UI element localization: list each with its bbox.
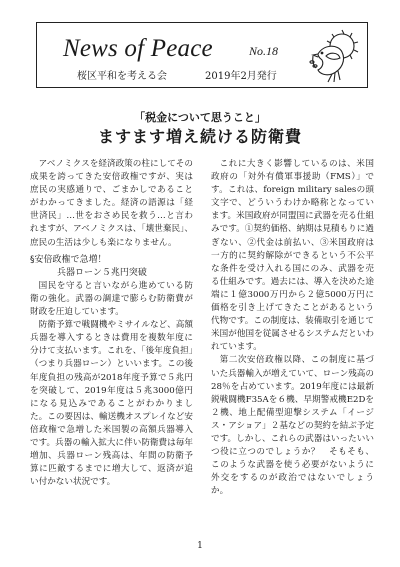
body-paragraph: 防衛予算で戦闘機やミサイルなど、高額兵器を導入するときは費用を複数年度に分けて支払います。これを、「後年度負担」（つまり兵器ローン）といいます。この後年度負担の残高が2018年度予算で５兆円を突破して、2019年度は５兆3000億円になる見込みであることがわかりました。この要因は、輸送機オスプレイなど安倍政権で急増した米国製の高額兵器導入です。兵器の輸入拡大に伴い防衛費は毎年増加、兵器ローン残高は、年間の防衛予算に匹敵するまでに増大して、返済が追い付かない状況です。 (30, 320, 193, 488)
body-paragraph: これに大きく影響しているのは、米国政府の「対外有償軍事援助（FMS）」です。これは、foreign military salesの頭文字で、どういうわけか略称となっています。米国政府が同盟国に武器を売る仕組みです。①契約価格、納期は見積もりに過ぎない、②代金は前払い、③米国政府は一方的に契約解除ができるという不公平な条件を受け入れる国にのみ、武器を売る仕組みです。過去には、導入を決めた途端に１億3000万円から２億5000万円に価格を引き上げてきたことがあるという代物です。この制度は、装備取引を通じて米国が他国を従属させるシステムだといわれています。 (211, 159, 374, 353)
organization-name: 桜区平和を考える会 (77, 71, 167, 82)
body-paragraph: 国民を守ると言いながら進めている防衛の強化。武器の調達で膨らむ防衛費が財政を圧迫しています。 (30, 280, 193, 318)
article-subtitle: 「税金について思うこと」 (134, 111, 266, 124)
section-heading: §安倍政権で急増！ (30, 254, 107, 265)
body-paragraph: 第二次安倍政権以降、この制度に基づいた兵器輸入が増えていて、ローン残高の28％を占めています。2019年度には最新鋭戦闘機F35Aを６機、早期警戒機E2Dを２機、地上配備型迎撃システム「イージス・アショア」２基などの契約を結ぶ予定です。しかし、これらの武器はいったいいつ役に立つのでしょうか？ そもそも、このような武器を使う必要がないように外交をするのが政治ではないでしょうか。 (211, 355, 374, 497)
article-headline: ますます増え続ける防衛費 (97, 127, 302, 146)
issue-number: No.18 (249, 44, 279, 58)
right-column (211, 158, 374, 498)
newsletter-title: News of Peace (63, 35, 213, 62)
page-number: 1 (197, 541, 203, 551)
intro-paragraph: アベノミクスを経済政策の柱にしてその成果を誇ってきた安倍政権ですが、実は庶民の実感通りで、ごまかしであることがわかってきました。経済の語源は「経世済民」…世をおさめ民を救う…と言われますが、アベノミクスは、「壊世棄民」、庶民の生活は少しも楽になりません。 (30, 159, 193, 248)
masthead (36, 22, 368, 88)
peace-dove-logo-icon (308, 26, 362, 84)
left-column (30, 158, 193, 489)
issue-date: 2019年2月発行 (205, 71, 277, 82)
subsection-heading: 兵器ローン５兆円突破 (57, 267, 147, 278)
